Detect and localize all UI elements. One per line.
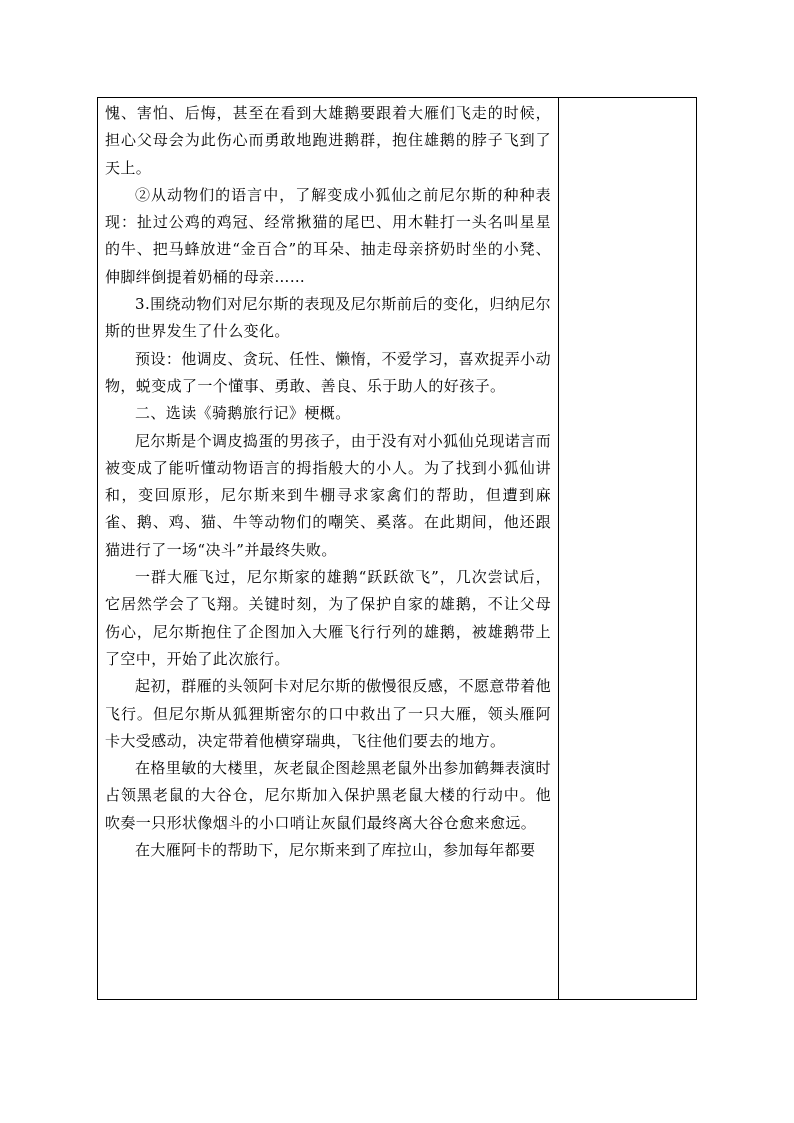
paragraph-8: 起初，群雁的头领阿卡对尼尔斯的傲慢很反感，不愿意带着他飞行。但尼尔斯从狐狸斯密尔的口中救出了一只大雁，领头雁阿卡大受感动，决定带着他横穿瑞典，飞往他们要去的地方。 [105, 677, 551, 750]
paragraph-1: 愧、害怕、后悔，甚至在看到大雄鹅要跟着大雁们飞走的时候，担心父母会为此伤心而勇敢地跑进鹅群，抱住雄鹅的脖子飞到了天上。 [105, 104, 551, 177]
paragraph-7: 一群大雁飞过，尼尔斯家的雄鹅“跃跃欲飞”，几次尝试后，它居然学会了飞翔。关键时刻，为了保护自家的雄鹅，不让父母伤心，尼尔斯抱住了企图加入大雁飞行行列的雄鹅，被雄鹅带上了空中，开始了此次旅行。 [105, 568, 551, 668]
paragraph-4: 预设：他调皮、贪玩、任性、懒惰，不爱学习，喜欢捉弄小动物，蜕变成了一个懂事、勇敢、善良、乐于助人的好孩子。 [105, 349, 551, 395]
paragraph-6: 尼尔斯是个调皮捣蛋的男孩子，由于没有对小狐仙兑现诺言而被变成了能听懂动物语言的拇指般大的小人。为了找到小狐仙讲和，变回原形，尼尔斯来到牛棚寻求家禽们的帮助，但遭到麻雀、鹅、鸡、猫、牛等动物们的嘲笑、奚落。在此期间，他还跟猫进行了一场“决斗”并最终失败。 [105, 431, 551, 559]
paragraph-9: 在格里敏的大楼里，灰老鼠企图趁黑老鼠外出参加鹤舞表演时占领黑老鼠的大谷仓，尼尔斯加入保护黑老鼠大楼的行动中。他吹奏一只形状像烟斗的小口哨让灰鼠们最终离大谷仓愈来愈远。 [105, 759, 551, 832]
lesson-table [97, 97, 697, 1000]
paragraph-2: ②从动物们的语言中，了解变成小狐仙之前尼尔斯的种种表现：扯过公鸡的鸡冠、经常揪猫的尾巴、用木鞋打一头名叫星星的牛、把马蜂放进“金百合”的耳朵、抽走母亲挤奶时坐的小凳、伸脚绊倒提着奶桶的母亲…… [105, 185, 551, 286]
section-heading: 二、选读《骑鹅旅行记》梗概。 [135, 404, 351, 423]
notes-cell [559, 98, 696, 999]
paragraph-3: 3.围绕动物们对尼尔斯的表现及尼尔斯前后的变化，归纳尼尔斯的世界发生了什么变化。 [105, 295, 551, 341]
content-cell [98, 98, 559, 999]
paragraph-10: 在大雁阿卡的帮助下，尼尔斯来到了库拉山，参加每年都要 [135, 841, 536, 860]
